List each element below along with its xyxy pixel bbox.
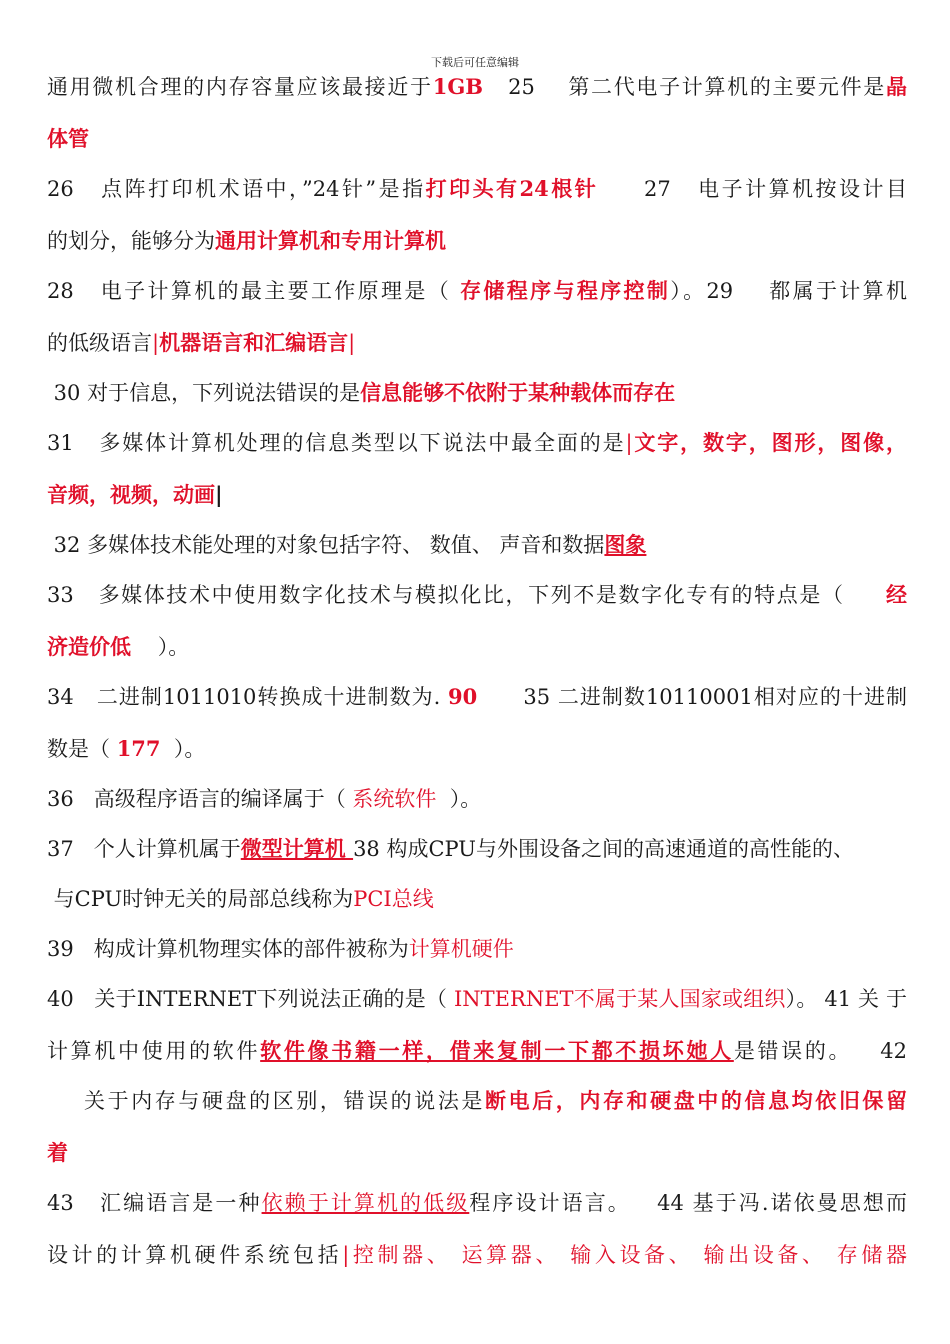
question-text: 数是（ xyxy=(47,737,117,761)
text-line xyxy=(47,836,907,862)
answer-text: 体管 xyxy=(47,126,89,151)
question-text: 关于内存与硬盘的区别，错误的说法是 xyxy=(47,1089,486,1113)
question-text: 40 关于INTERNET下列说法正确的是（ xyxy=(47,987,454,1011)
text-line xyxy=(47,1038,907,1064)
answer-text: 信息能够不依附于某种载体而存在 xyxy=(360,380,676,405)
question-text: 28 电子计算机的最主要工作原理是（ xyxy=(47,279,461,303)
question-text: 的低级语言 xyxy=(47,331,152,355)
question-text: ）。 xyxy=(160,737,206,761)
question-text: 计算机中使用的软件 xyxy=(47,1039,261,1063)
answer-text: 济造价低 xyxy=(47,634,131,659)
answer-text: INTERNET不属于某人国家或组织 xyxy=(454,987,786,1011)
text-line xyxy=(47,74,907,100)
answer-text: 计算机硬件 xyxy=(408,937,514,961)
answer-text: 存储程序与程序控制 xyxy=(460,278,671,303)
answer-text: 着 xyxy=(47,1140,68,1165)
answer-text: | xyxy=(625,431,633,455)
question-text: 30 对于信息，下列说法错误的是 xyxy=(47,381,361,405)
question-text: ）。 41 关 于 xyxy=(785,987,908,1011)
question-text: 35 二进制数10110001相对应的十进制 xyxy=(477,685,907,709)
question-text: ）。 xyxy=(131,635,190,659)
text-line xyxy=(47,684,907,710)
text-line xyxy=(47,430,907,456)
answer-text: 晶 xyxy=(886,74,908,99)
answer-text: 机器语言和汇编语言 xyxy=(159,330,349,355)
page-header: 下载后可任意编辑 xyxy=(431,56,519,69)
question-text: 设计的计算机硬件系统包括 xyxy=(47,1243,343,1267)
answer-text: 断电后，内存和硬盘中的信息均依旧保留 xyxy=(485,1088,908,1113)
text-line xyxy=(47,736,907,762)
question-text: 37 个人计算机属于 xyxy=(47,837,241,861)
text-line xyxy=(47,228,907,254)
answer-text: | xyxy=(348,331,356,355)
answer-text: 经 xyxy=(886,582,907,607)
answer-text: |控制器、 运算器、 输入设备、 输出设备、 存储器 xyxy=(342,1243,908,1267)
question-text: 38 构成CPU与外围设备之间的高速通道的高性能的、 xyxy=(353,837,854,861)
text-line xyxy=(47,1088,907,1114)
text-line xyxy=(47,380,907,406)
answer-text: 打印头有24根针 xyxy=(425,176,599,201)
answer-text: 通用计算机和专用计算机 xyxy=(215,228,446,253)
question-text: 36 高级程序语言的编译属于（ xyxy=(47,787,353,811)
answer-text: | xyxy=(152,331,160,355)
question-text: 34 二进制1011010转换成十进制数为. xyxy=(47,685,448,709)
text-line xyxy=(47,126,907,152)
text-line xyxy=(47,1242,907,1268)
text-line xyxy=(47,278,907,304)
text-line xyxy=(47,1140,907,1166)
question-text: 通用微机合理的内存容量应该最接近于 xyxy=(47,75,433,99)
question-text: 43 汇编语言是一种 xyxy=(47,1191,262,1215)
question-text: 39 构成计算机物理实体的部件被称为 xyxy=(47,937,409,961)
answer-text: 依赖于计算机的低级 xyxy=(261,1191,470,1215)
text-line xyxy=(47,482,907,508)
text-line xyxy=(47,532,907,558)
question-text: 25 第二代电子计算机的主要元件是 xyxy=(483,75,887,99)
question-text: | xyxy=(215,482,223,507)
text-line xyxy=(47,634,907,660)
text-line xyxy=(47,582,907,608)
text-line xyxy=(47,886,907,912)
question-text: 是错误的。 42 xyxy=(733,1039,908,1063)
answer-text: 文字，数字，图形，图像， xyxy=(632,430,908,455)
question-text: 32 多媒体技术能处理的对象包括字符、 数值、 声音和数据 xyxy=(47,533,605,557)
text-line xyxy=(47,330,907,356)
question-text: 31 多媒体计算机处理的信息类型以下说法中最全面的是 xyxy=(47,431,626,455)
answer-text: 系统软件 xyxy=(352,787,437,811)
answer-text: 软件像书籍一样，借来复制一下都不损坏她人 xyxy=(260,1038,734,1063)
answer-text: 177 xyxy=(116,736,161,761)
text-line xyxy=(47,1190,907,1216)
text-line xyxy=(47,786,907,812)
text-line xyxy=(47,936,907,962)
answer-text: 1GB xyxy=(432,74,484,99)
answer-text: PCI总线 xyxy=(353,887,434,911)
question-text: ）。 xyxy=(436,787,482,811)
question-text: 与CPU时钟无关的局部总线称为 xyxy=(47,887,354,911)
question-text: 27 电子计算机按设计目 xyxy=(598,177,908,201)
question-text: ）。29 都属于计算机 xyxy=(670,279,908,303)
question-text: 程序设计语言。 44 基于冯.诺依曼思想而 xyxy=(469,1191,908,1215)
text-line xyxy=(47,986,907,1012)
question-text: 33 多媒体技术中使用数字化技术与模拟化比，下列不是数字化专有的特点是（ xyxy=(47,583,886,607)
question-text: 的划分，能够分为 xyxy=(47,229,215,253)
question-text: 26 点阵打印机术语中，”24针”是指 xyxy=(47,177,426,201)
text-line xyxy=(47,176,907,202)
answer-text: 图象 xyxy=(604,532,647,557)
answer-text: 音频，视频，动画 xyxy=(47,482,215,507)
answer-text: 微型计算机 xyxy=(240,836,354,861)
answer-text: 90 xyxy=(448,684,478,709)
